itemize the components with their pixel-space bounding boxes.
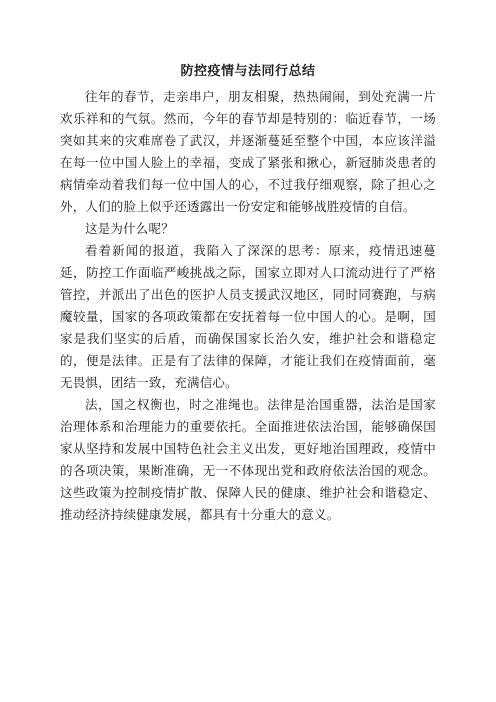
document-title: 防控疫情与法同行总结 [180, 64, 316, 79]
paragraph-4: 法，国之权衡也，时之准绳也。法律是治国重器，法治是国家治理体系和治理能力的重要依托。全面推进依法治国，能够确保国家从坚持和发展中国特色社会主义出发，更好地治国理政，疫情中的各项决策，果断准确，无一不体现出党和政府依法治国的观念。这些政策为控制疫情扩散、保障人民的健康、维护社会和谐稳定、推动经济持续健康发展，都具有十分重大的意义。 [60, 397, 436, 522]
paragraph-3: 看着新闻的报道，我陷入了深深的思考：原来，疫情迅速蔓延，防控工作面临严峻挑战之际，国家立即对人口流动进行了严格管控，并派出了出色的医护人员支援武汉地区，同时同赛跑，与病魔较量，国家的各项政策都在安抚着每一位中国人的心。是啊，国家是我们坚实的后盾，而确保国家长治久安，维护社会和谐稳定的，便是法律。正是有了法律的保障，才能让我们在疫情面前，毫无畏惧，团结一致，充满信心。 [60, 243, 436, 390]
paragraph-2: 这是为什么呢？ [85, 221, 174, 236]
paragraph-1: 往年的春节，走亲串户，朋友相聚，热热闹闹，到处充满一片欢乐祥和的气氛。然而，今年的春节却是特别的：临近春节，一场突如其来的灾难席卷了武汉，并逐渐蔓延至整个中国，本应该洋溢在每一位中国人脸上的幸福，变成了紧张和揪心，新冠肺炎患者的病情牵动着我们每一位中国人的心，不过我仔细观察，除了担心之外，人们的脸上似乎还透露出一份安定和能够战胜疫情的自信。 [60, 89, 436, 214]
document-page [60, 62, 436, 526]
